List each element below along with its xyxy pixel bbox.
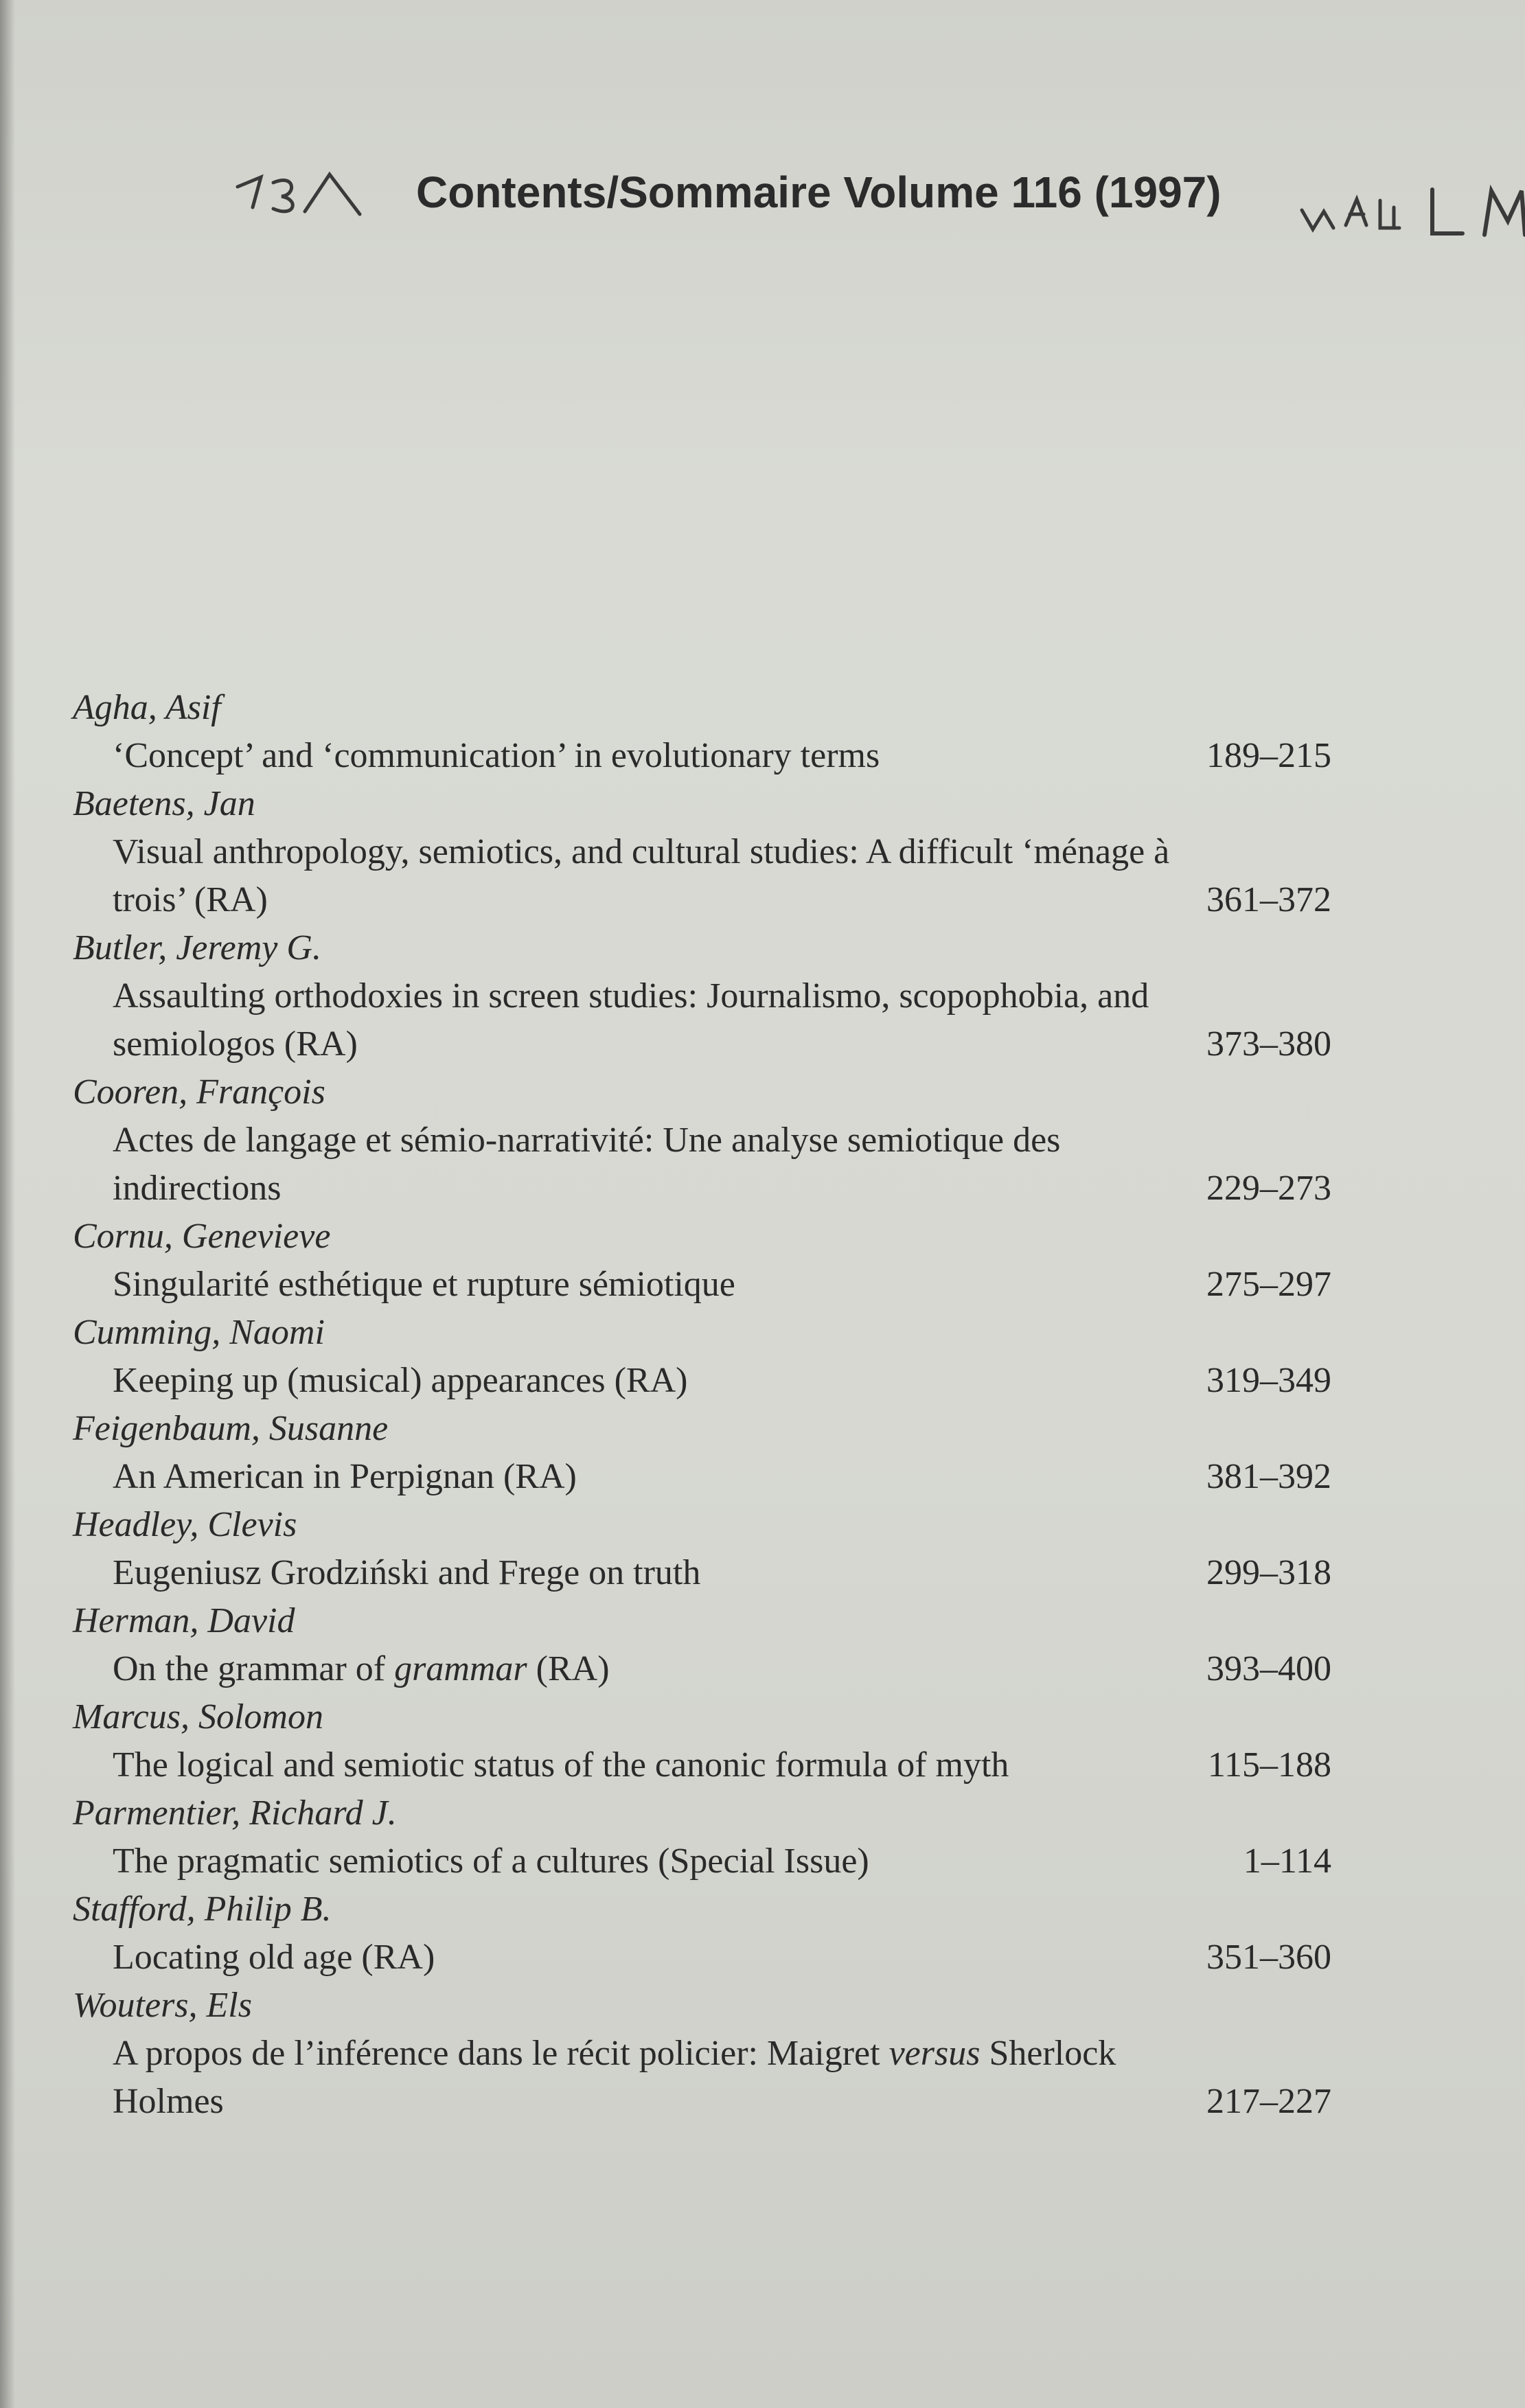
contents-entry — [73, 1693, 1364, 1789]
entry-title-segment: Singularité esthétique et rupture sémiotique — [113, 1265, 735, 1304]
entry-pages: 393–400 — [1206, 1649, 1331, 1688]
entry-author: Feigenbaum, Susanne — [73, 1409, 389, 1448]
entry-title-segment: A propos de l’inférence dans le récit policier: Maigret — [113, 2034, 889, 2073]
contents-entry — [73, 1789, 1364, 1885]
entry-title-segment: (RA) — [527, 1649, 610, 1688]
entry-article-row — [73, 972, 1364, 1068]
entry-title-segment: grammar — [394, 1649, 527, 1688]
entry-title-segment: Eugeniusz Grodziński and Frege on truth — [113, 1553, 701, 1592]
entry-title-segment: On the grammar of — [113, 1649, 395, 1688]
entry-pages: 189–215 — [1206, 736, 1331, 775]
entry-article-row — [73, 1357, 1364, 1405]
entry-author: Wouters, Els — [73, 1986, 252, 2025]
entry-author: Cornu, Genevieve — [73, 1217, 331, 1256]
contents-entry — [73, 1501, 1364, 1597]
binding-shadow — [0, 0, 15, 2408]
entry-article-title — [113, 828, 1171, 924]
contents-entry — [73, 780, 1364, 924]
entry-article-title — [113, 1549, 1171, 1597]
entry-article-title — [113, 1741, 1171, 1789]
contents-entry — [73, 684, 1364, 780]
entry-title-segment: Visual anthropology, semiotics, and cultural studies: A difficult ‘ménage à trois’ (RA) — [113, 832, 1170, 919]
contents-entry — [73, 924, 1364, 1068]
entry-author: Baetens, Jan — [73, 784, 255, 823]
entry-pages: 381–392 — [1206, 1457, 1331, 1496]
entry-pages: 229–273 — [1206, 1169, 1331, 1208]
entry-author: Stafford, Philip B. — [73, 1890, 332, 1929]
entry-article-title — [113, 732, 1171, 780]
entry-article-title — [113, 1357, 1171, 1405]
entry-title-segment: Sherlock Holmes — [113, 2034, 1116, 2121]
entry-article-title — [113, 1453, 1171, 1501]
contents-entry — [73, 1885, 1364, 1982]
entry-article-row — [73, 1741, 1364, 1789]
entry-title-segment: Keeping up (musical) appearances (RA) — [113, 1361, 688, 1400]
entry-title-segment: An American in Perpignan (RA) — [113, 1457, 577, 1496]
contents-entry — [73, 1068, 1364, 1213]
entry-article-row — [73, 1549, 1364, 1597]
entry-article-row — [73, 828, 1364, 924]
entry-title-segment: versus — [888, 2034, 981, 2073]
entry-pages: 299–318 — [1206, 1553, 1331, 1592]
entry-author: Herman, David — [73, 1601, 295, 1640]
entry-pages: 217–227 — [1206, 2082, 1331, 2121]
entry-author: Agha, Asif — [73, 688, 221, 727]
entry-article-row — [73, 1261, 1364, 1309]
entry-pages: 319–349 — [1206, 1361, 1331, 1400]
entry-article-row — [73, 1934, 1364, 1982]
entry-pages: 115–188 — [1207, 1745, 1331, 1785]
entry-pages: 1–114 — [1243, 1842, 1331, 1881]
contents-entry — [73, 1213, 1364, 1309]
entry-title-segment: ‘Concept’ and ‘communication’ in evolutionary terms — [113, 736, 880, 775]
entry-title-segment: The pragmatic semiotics of a cultures (Special Issue) — [113, 1842, 869, 1881]
entry-article-row — [73, 2030, 1364, 2126]
entry-author: Headley, Clevis — [73, 1505, 297, 1544]
entry-article-title — [113, 1261, 1171, 1309]
contents-entry — [73, 1982, 1364, 2126]
entry-author: Marcus, Solomon — [73, 1697, 323, 1736]
entry-article-title — [113, 1645, 1171, 1693]
entry-author: Cumming, Naomi — [73, 1313, 325, 1352]
entry-article-row — [73, 1645, 1364, 1693]
contents-entry — [73, 1597, 1364, 1693]
entry-article-row — [73, 1453, 1364, 1501]
entry-pages: 351–360 — [1206, 1938, 1331, 1977]
entry-article-row — [73, 1116, 1364, 1213]
entry-article-title — [113, 1934, 1171, 1982]
handwritten-mark-right — [1298, 180, 1525, 242]
entry-pages: 373–380 — [1206, 1024, 1331, 1064]
entry-article-row — [73, 1837, 1364, 1885]
page-title: Contents/Sommaire Volume 116 (1997) — [416, 168, 1222, 217]
contents-entry — [73, 1405, 1364, 1501]
entry-title-segment: Assaulting orthodoxies in screen studies: Journalismo, scopophobia, and semiologos (RA) — [113, 976, 1149, 1064]
entry-article-title — [113, 972, 1171, 1068]
entry-author: Cooren, François — [73, 1073, 325, 1112]
entry-title-segment: Locating old age (RA) — [113, 1938, 435, 1977]
entry-author: Parmentier, Richard J. — [73, 1793, 397, 1833]
entry-article-title — [113, 1116, 1171, 1213]
entry-article-row — [73, 732, 1364, 780]
entry-article-title — [113, 2030, 1171, 2126]
entry-pages: 275–297 — [1206, 1265, 1331, 1304]
handwritten-mark-left — [233, 159, 371, 221]
entry-title-segment: The logical and semiotic status of the canonic formula of myth — [113, 1745, 1009, 1785]
entry-article-title — [113, 1837, 1171, 1885]
contents-list — [73, 684, 1364, 2126]
entry-title-segment: Actes de langage et sémio-narrativité: Une analyse semiotique des indirections — [113, 1121, 1061, 1208]
contents-entry — [73, 1309, 1364, 1405]
entry-pages: 361–372 — [1206, 880, 1331, 919]
entry-author: Butler, Jeremy G. — [73, 928, 321, 967]
